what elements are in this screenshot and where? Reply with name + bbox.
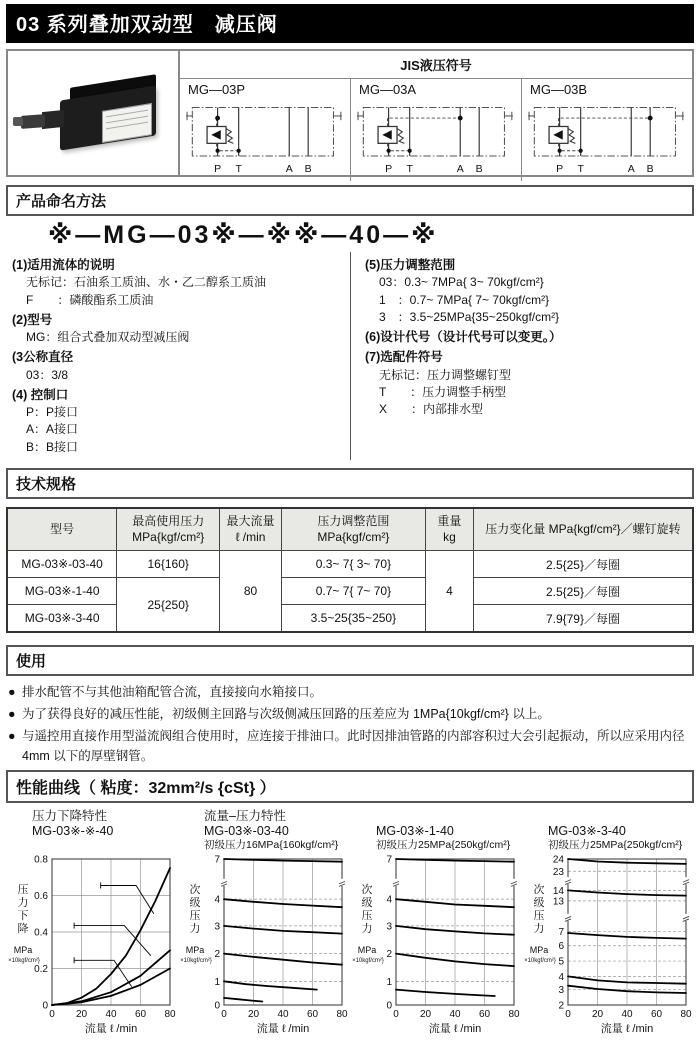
product-photo [8,51,180,175]
svg-text:压: 压 [17,884,29,897]
svg-text:80: 80 [336,1009,348,1021]
chart-model: MG-03※-3-40 [548,824,626,839]
jis-model-label: MG—03P [188,82,246,97]
svg-text:3: 3 [386,921,392,933]
svg-text:0: 0 [393,1009,399,1021]
naming-item-line: MG：组合式叠加双动型减压阀 [26,330,190,345]
svg-text:2: 2 [214,949,220,961]
chart-title [376,809,524,824]
svg-text:0: 0 [49,1009,55,1021]
svg-text:力: 力 [17,897,29,910]
naming-item-line: 3 ：3.5~25MPa{35~250kgf/cm²} [379,309,560,324]
bullet-text: 为了获得良好的减压性能，初级侧主回路与次级侧减压回路的压差应为 1MPa{10kgf/cm²} 以上。 [22,707,550,722]
svg-text:P: P [214,162,222,175]
col-header-max-flow: 最大流量 ℓ /min [220,508,282,551]
cell-model: MG-03※-1-40 [7,578,117,605]
flow-pressure-plot-3 [524,853,696,1041]
svg-text:40: 40 [621,1009,633,1021]
naming-item-title: (3公称直径 [12,350,74,365]
svg-text:1: 1 [386,977,392,989]
svg-text:14: 14 [552,886,564,898]
svg-text:B: B [646,162,654,175]
bullet-icon: ● [8,707,16,722]
svg-text:7: 7 [214,854,220,866]
chart-condition: 初级压力25MPa{250kgf/cm²} [548,839,683,852]
svg-text:压: 压 [361,910,373,923]
chart-flow-pressure-1 [352,809,524,1046]
svg-text:3: 3 [558,985,564,997]
svg-text:80: 80 [680,1009,692,1021]
svg-text:次: 次 [189,884,201,897]
cell-max-pressure: 16{160} [117,551,220,578]
chart-condition: 初级压力16MPa{160kgf/cm²} [204,839,339,852]
section-heading-naming: 产品命名方法 [6,185,694,216]
flow-pressure-plot-1 [352,853,524,1041]
cell-adjust-range: 3.5~25{35~250} [281,605,425,633]
svg-text:60: 60 [478,1009,491,1021]
svg-text:0: 0 [42,1000,48,1012]
naming-item-line: A：A接口 [26,422,79,437]
svg-text:力: 力 [533,923,545,936]
svg-text:A: A [627,162,635,175]
svg-text:1: 1 [214,977,220,989]
bullet-text: 与遥控用直接作用型溢流阀组合使用时，应连接于排油口。此时因排油管路的内部容积过大会引起振动，所以应采用内径 4mm 以下的厚壁钢管。 [22,729,685,764]
svg-text:0.8: 0.8 [34,854,48,866]
page-title: 03 系列叠加双动型 减压阀 [6,4,694,43]
svg-text:级: 级 [361,897,373,910]
svg-text:6: 6 [558,941,564,953]
svg-text:A: A [456,162,464,175]
section-heading-specs: 技术规格 [6,468,694,499]
chart-pressure-drop [8,809,180,1046]
svg-text:0.4: 0.4 [34,927,48,939]
svg-text:T: T [577,162,584,175]
naming-item-title: (5)压力调整范围 [365,258,456,272]
svg-text:5: 5 [558,956,564,968]
svg-text:次: 次 [533,884,545,897]
cell-max-pressure: 25{250} [117,578,220,633]
usage-bullets [8,682,692,766]
svg-text:2: 2 [386,949,392,961]
naming-item-title: (2)型号 [12,312,53,327]
jis-model-label: MG—03A [359,82,417,97]
svg-text:级: 级 [533,897,545,910]
svg-text:7: 7 [558,927,564,939]
naming-item-line: P：P接口 [26,405,79,420]
svg-text:力: 力 [189,923,201,936]
svg-text:0: 0 [221,1009,227,1021]
svg-text:0: 0 [565,1009,571,1021]
svg-text:A: A [285,162,293,175]
table-row [7,605,693,633]
cell-pressure-change: 7.9{79}／每圈 [473,605,693,633]
svg-text:T: T [406,162,413,175]
col-header-adjust-range: 压力调整范围 MPa{kgf/cm²} [281,508,425,551]
cell-pressure-change: 2.5{25}／每圈 [473,578,693,605]
pressure-drop-plot [8,853,180,1041]
chart-title-block [32,809,180,853]
col-header-model: 型号 [7,508,117,551]
col-header-pressure-change: 压力变化量 MPa{kgf/cm²}／螺钉旋转 [473,508,693,551]
svg-text:P: P [385,162,393,175]
svg-text:P: P [556,162,564,175]
spec-table [6,507,694,633]
jis-cell-mg03p [180,79,351,181]
svg-text:MPa: MPa [357,945,377,956]
hydraulic-symbol-mg03p [186,97,344,179]
naming-right-column [350,252,694,460]
svg-text:60: 60 [650,1009,663,1021]
svg-text:40: 40 [277,1009,289,1021]
photo-knob-cap [13,117,23,126]
svg-text:压: 压 [189,910,201,923]
jis-header: JIS液压符号 [180,51,692,79]
svg-text:24: 24 [552,854,564,866]
naming-item-title: (1)适用流体的说明 [12,258,115,272]
list-item [8,682,692,702]
chart-model: MG-03※-※-40 [32,824,114,839]
naming-item-title: (7)选配件符号 [365,350,443,365]
chart-title-block [204,809,352,853]
performance-charts [6,809,694,1046]
section-heading-curves: 性能曲线（ 粘度：32mm²/s {cSt} ） [6,770,694,803]
col-header-max-pressure: 最高使用压力 MPa{kgf/cm²} [117,508,220,551]
svg-text:T: T [235,162,242,175]
list-item [8,704,692,724]
svg-text:20: 20 [247,1009,260,1021]
chart-flow-pressure-03 [180,809,352,1046]
chart-condition [32,839,180,852]
svg-text:4: 4 [386,895,392,907]
svg-text:流量 ℓ /min: 流量 ℓ /min [84,1023,138,1036]
svg-text:40: 40 [449,1009,461,1021]
svg-text:力: 力 [361,923,373,936]
cell-model: MG-03※-03-40 [7,551,117,578]
chart-flow-pressure-3 [524,809,696,1046]
svg-text:下: 下 [17,910,29,923]
svg-text:4: 4 [214,895,220,907]
svg-text:{×10kgf/cm²}: {×10kgf/cm²} [524,958,556,965]
chart-title [548,809,696,824]
bullet-icon: ● [8,685,16,700]
naming-item-line: X ：内部排水型 [379,402,484,417]
svg-text:降: 降 [17,923,29,936]
naming-left-column [6,252,350,460]
chart-title: 流量–压力特性 [204,809,286,824]
table-row [7,578,693,605]
jis-cell-mg03a [351,79,522,181]
naming-item-line: 无标记：石油系工质油、水・乙二醇系工质油 [26,275,267,290]
chart-model: MG-03※-1-40 [376,824,454,839]
list-item [8,726,692,766]
svg-text:压: 压 [533,910,545,923]
svg-text:4: 4 [558,972,564,984]
chart-title: 压力下降特性 [32,809,108,824]
svg-text:0: 0 [214,1000,220,1012]
svg-text:60: 60 [134,1009,147,1021]
svg-text:3: 3 [214,921,220,933]
hydraulic-symbol-mg03b [528,97,686,179]
svg-text:MPa: MPa [185,945,205,956]
cell-weight: 4 [425,551,473,633]
svg-text:{×10kgf/cm²}: {×10kgf/cm²} [8,958,40,965]
naming-columns [6,252,694,460]
svg-text:0.6: 0.6 [34,891,48,903]
svg-text:级: 级 [189,897,201,910]
bullet-icon: ● [8,729,16,744]
naming-item-line: T ：压力调整手柄型 [379,384,507,399]
cell-adjust-range: 0.3~ 7{ 3~ 70} [281,551,425,578]
cell-max-flow: 80 [220,551,282,633]
svg-text:2: 2 [558,1000,564,1012]
svg-text:MPa: MPa [13,945,33,956]
svg-text:B: B [475,162,483,175]
svg-text:20: 20 [591,1009,604,1021]
section-heading-usage: 使用 [6,645,694,676]
svg-text:{×10kgf/cm²}: {×10kgf/cm²} [180,958,212,965]
svg-text:13: 13 [552,896,564,908]
naming-item-line: 无标记：压力调整螺钉型 [379,367,512,382]
cell-pressure-change: 2.5{25}／每圈 [473,551,693,578]
cell-adjust-range: 0.7~ 7{ 7~ 70} [281,578,425,605]
svg-text:80: 80 [164,1009,176,1021]
flow-pressure-plot-03 [180,853,352,1041]
cell-model: MG-03※-3-40 [7,605,117,633]
model-code: ※—MG—03※—※※—40—※ [48,221,439,249]
photo-adjust-knob [21,114,45,129]
jis-cell-mg03b [522,79,692,181]
photo-valve-neck [42,110,64,129]
svg-text:MPa: MPa [529,945,549,956]
svg-text:0.2: 0.2 [34,964,48,976]
chart-model: MG-03※-03-40 [204,824,289,839]
bullet-text: 排水配管不与其他油箱配管合流，直接接向水箱接口。 [22,685,323,700]
hydraulic-symbol-mg03a [357,97,515,179]
spec-header-row [7,508,693,551]
svg-text:流量 ℓ /min: 流量 ℓ /min [428,1023,482,1036]
naming-item-line: F ：磷酸酯系工质油 [26,292,154,307]
svg-text:次: 次 [361,884,373,897]
table-row [7,551,693,578]
svg-text:7: 7 [386,854,392,866]
naming-item-title: (4) 控制口 [12,387,69,402]
naming-item-line: B：B接口 [26,439,79,454]
svg-text:流量 ℓ /min: 流量 ℓ /min [256,1023,310,1036]
svg-text:0: 0 [386,1000,392,1012]
jis-model-label: MG—03B [530,82,588,97]
svg-text:流量 ℓ /min: 流量 ℓ /min [600,1023,654,1036]
jis-row [180,79,692,181]
svg-text:20: 20 [419,1009,432,1021]
svg-text:20: 20 [75,1009,88,1021]
jis-area [180,51,692,175]
col-header-weight: 重量 kg [425,508,473,551]
naming-item-line: 1 ：0.7~ 7MPa{ 7~ 70kgf/cm²} [379,292,550,307]
svg-text:{×10kgf/cm²}: {×10kgf/cm²} [352,958,384,965]
svg-text:23: 23 [552,867,564,879]
chart-title-block [376,809,524,853]
svg-text:60: 60 [306,1009,319,1021]
svg-text:40: 40 [105,1009,117,1021]
naming-item-line: 03：3/8 [26,367,69,382]
naming-item-title: (6)设计代号（设计代号可以变更。） [365,330,562,345]
chart-condition: 初级压力25MPa{250kgf/cm²} [376,839,511,852]
naming-item-line: 03：0.3~ 7MPa{ 3~ 70kgf/cm²} [379,275,544,290]
overview-box [6,49,694,177]
chart-title-block [548,809,696,853]
svg-text:B: B [304,162,312,175]
svg-text:80: 80 [508,1009,520,1021]
